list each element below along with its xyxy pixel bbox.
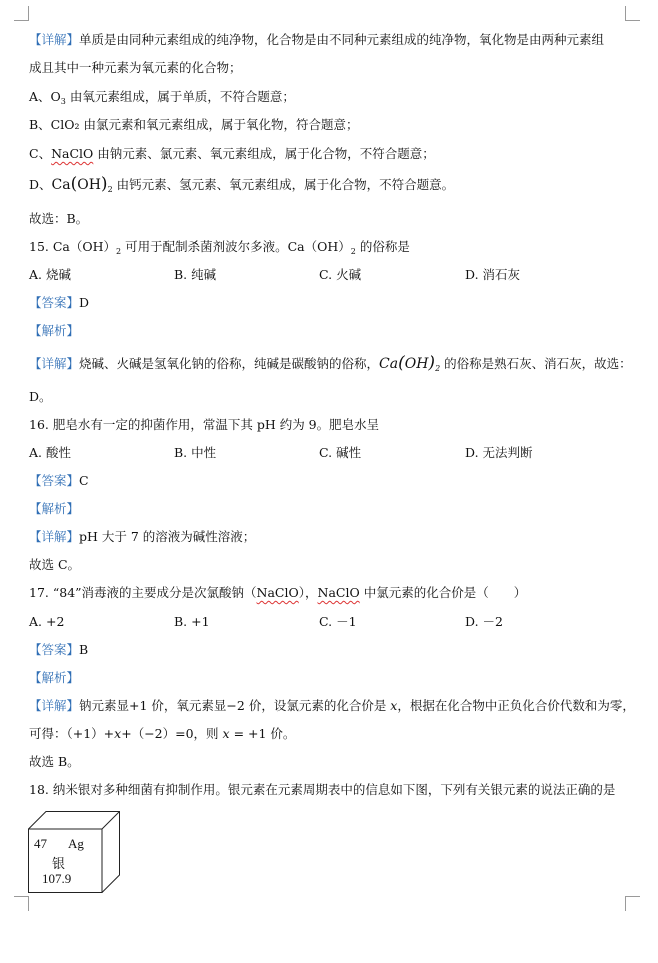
atomic-mass: 107.9 xyxy=(42,871,72,886)
crop-mark-bottom-left xyxy=(14,896,29,911)
q16-analysis-tag: 【解析】 xyxy=(29,501,80,516)
detail-tag: 【详解】 xyxy=(29,32,80,47)
element-cell-silver xyxy=(28,811,120,893)
detail-1-option-b: B、ClO₂ 由氯元素和氧元素组成，属于氧化物，符合题意； xyxy=(29,117,359,132)
q17-conclusion: 故选 B。 xyxy=(29,754,80,769)
q17-detail-line-2: 可得：（+1）+x+（−2）=0，则 x = +1 价。 xyxy=(29,726,296,741)
q15-answer: 【答案】D xyxy=(29,295,90,310)
q17-stem: 17. “84”消毒液的主要成分是次氯酸钠（NaClO），NaClO 中氯元素的化合价是（ ） xyxy=(29,585,527,600)
q17-option-b: B. +1 xyxy=(174,614,210,629)
q17-option-c: C. －1 xyxy=(319,614,357,629)
crop-mark-top-left xyxy=(14,6,29,21)
q17-detail-line-1: 【详解】钠元素显+1 价，氧元素显−2 价，设氯元素的化合价是 x，根据在化合物中正负化合价代数和为零， xyxy=(29,698,635,713)
crop-mark-top-right xyxy=(625,6,640,21)
detail-1-line-2: 成且其中一种元素为氧元素的化合物； xyxy=(29,60,242,75)
q15-option-c: C. 火碱 xyxy=(319,267,362,282)
detail-1-option-c: C、NaClO 由钠元素、氯元素、氧元素组成，属于化合物，不符合题意； xyxy=(29,146,435,161)
q17-analysis-tag: 【解析】 xyxy=(29,670,80,685)
q15-option-b: B. 纯碱 xyxy=(174,267,217,282)
q15-analysis-tag: 【解析】 xyxy=(29,323,80,338)
q18-stem: 18. 纳米银对多种细菌有抑制作用。银元素在元素周期表中的信息如下图，下列有关银元素的说法正确的是 xyxy=(29,782,616,797)
q16-stem: 16. 肥皂水有一定的抑菌作用，常温下其 pH 约为 9。肥皂水呈 xyxy=(29,417,380,432)
crop-mark-bottom-right xyxy=(625,896,640,911)
q15-detail: 【详解】烧碱、火碱是氢氧化钠的俗称，纯碱是碳酸钠的俗称，$Ca(OH)_2$ 的俗称是熟石灰、消石灰，故选： xyxy=(29,353,632,373)
q17-answer: 【答案】B xyxy=(29,642,89,657)
q16-conclusion: 故选 C。 xyxy=(29,557,81,572)
detail-1-line-1: 【详解】单质是由同种元素组成的纯净物，化合物是由不同种元素组成的纯净物，氧化物是由两种元素组 xyxy=(29,32,605,47)
q15-detail-end: D。 xyxy=(29,389,52,404)
element-symbol: Ag xyxy=(68,836,84,851)
q17-option-d: D. －2 xyxy=(465,614,503,629)
q15-option-d: D. 消石灰 xyxy=(465,267,521,282)
q16-option-a: A. 酸性 xyxy=(29,445,71,460)
q16-answer: 【答案】C xyxy=(29,473,89,488)
detail-1-option-d: D、$Ca(OH)_2$ 由钙元素、氢元素、氧元素组成，属于化合物，不符合题意。 xyxy=(29,174,455,194)
q16-option-c: C. 碱性 xyxy=(319,445,362,460)
q17-option-a: A. +2 xyxy=(29,614,65,629)
q16-detail: 【详解】pH 大于 7 的溶液为碱性溶液； xyxy=(29,529,256,544)
element-name: 银 xyxy=(52,857,66,872)
detail-1-option-a: A、$O_3$ 由氧元素组成，属于单质，不符合题意； xyxy=(29,89,295,106)
q16-option-b: B. 中性 xyxy=(174,445,217,460)
q15-stem: 15. $Ca(OH)_2$ 可用于配制杀菌剂波尔多液。$Ca(OH)_2$ 的俗称是 xyxy=(29,239,410,256)
atomic-number: 47 xyxy=(34,836,47,851)
q16-option-d: D. 无法判断 xyxy=(465,445,533,460)
q15-option-a: A. 烧碱 xyxy=(29,267,71,282)
detail-1-conclusion: 故选：B。 xyxy=(29,211,89,226)
